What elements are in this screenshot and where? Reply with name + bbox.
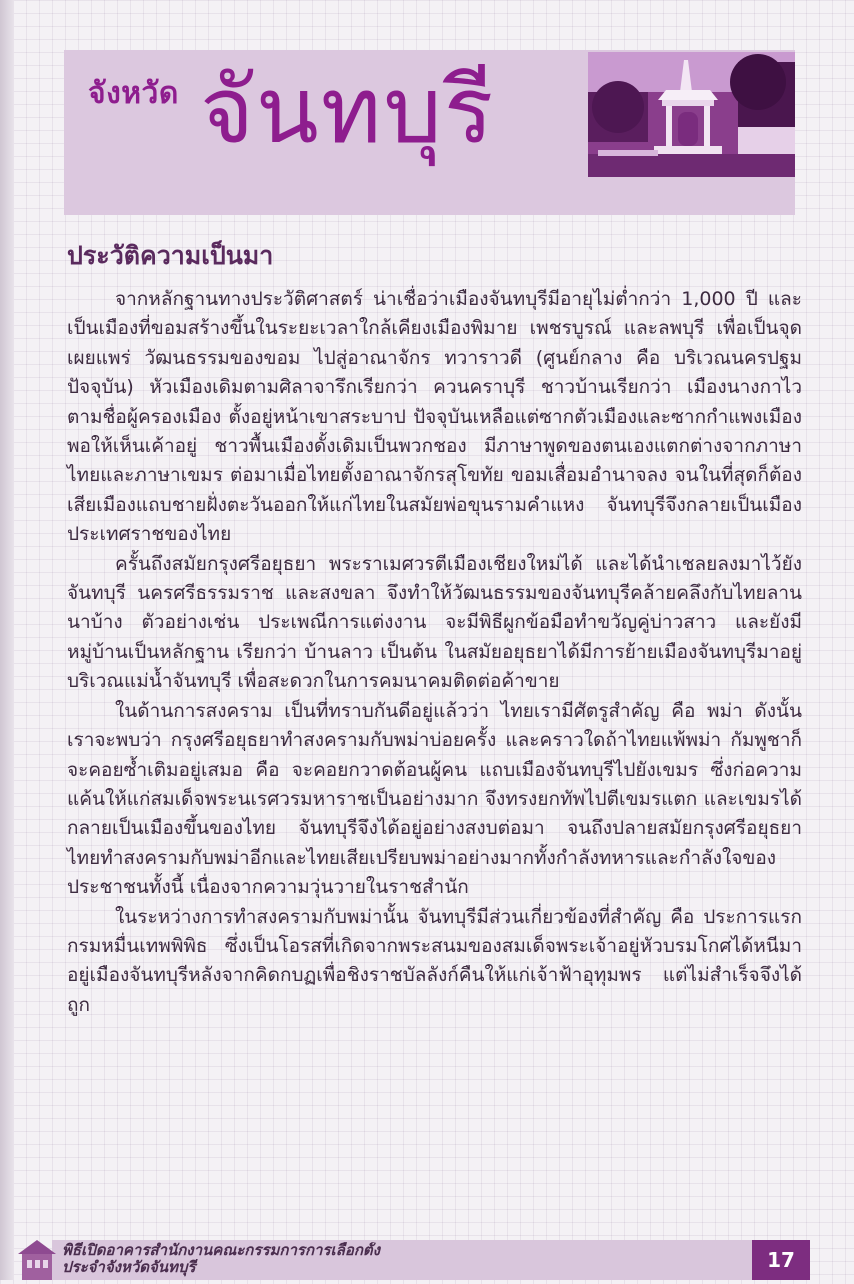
page-footer xyxy=(0,1234,854,1280)
pavilion-photo xyxy=(588,52,795,177)
article-body xyxy=(67,285,802,1020)
paragraph: จากหลักฐานทางประวัติศาสตร์ น่าเชื่อว่าเมืองจันทบุรีมีอายุไม่ต่ำกว่า 1,000 ปี และเป็นเมืองที่ขอมสร้างขึ้นในระยะเวลาใกล้เคียงเมืองพิมาย เพชรบูรณ์ และลพบุรี เพื่อเป็นจุดเผยแพร่ วัฒนธรรมของขอม ไปสู่อาณาจักร ทวาราวดี (ศูนย์กลาง คือ บริเวณนครปฐมปัจจุบัน) หัวเมืองเดิมตามศิลาจารึกเรียกว่า ควนคราบุรี ชาวบ้านเรียกว่า เมืองนางกาไว ตามชื่อผู้ครองเมือง ตั้งอยู่หน้าเขาสระบาป ปัจจุบันเหลือแต่ซากตัวเมืองและซากกำแพงเมืองพอให้เห็นเค้าอยู่ ชาวพื้นเมืองดั้งเดิมเป็นพวกชอง มีภาษาพูดของตนเองแตกต่างจากภาษาไทยและภาษาเขมร ต่อมาเมื่อไทยตั้งอาณาจักรสุโขทัย ขอมเสื่อมอำนาจลง จนในที่สุดก็ต้องเสียเมืองแถบชายฝั่งตะวันออกให้แก่ไทยในสมัยพ่อขุนรามคำแหง จันทบุรีจึงกลายเป็นเมืองประเทศราชของไทย xyxy=(67,288,802,546)
page-binding-edge xyxy=(0,0,14,1280)
province-prefix: จังหวัด xyxy=(88,76,179,111)
page-number: 17 xyxy=(752,1240,810,1280)
paragraph: ในด้านการสงคราม เป็นที่ทราบกันดีอยู่แล้วว่า ไทยเรามีศัตรูสำคัญ คือ พม่า ดังนั้น เราจะพบว่า กรุงศรีอยุธยาทำสงครามกับพม่าบ่อยครั้ง และคราวใดถ้าไทยแพ้พม่า กัมพูชาก็จะคอยซ้ำเติมอยู่เสมอ คือ จะคอยกวาดต้อนผู้คน แถบเมืองจันทบุรีไปยังเขมร ซึ่งก่อความแค้นให้แก่สมเด็จพระนเรศวรมหาราชเป็นอย่างมาก จึงทรงยกทัพไปตีเขมรแตก และเขมรได้กลายเป็นเมืองขึ้นของไทย จันทบุรีจึงได้อยู่อย่างสงบต่อมา จนถึงปลายสมัยกรุงศรีอยุธยา ไทยทำสงครามกับพม่าอีกและไทยเสียเปรียบพม่าอย่างมากทั้งกำลังทหารและกำลังใจของประชาชนทั้งนี้ เนื่องจากความวุ่นวายในราชสำนัก xyxy=(67,699,802,899)
section-title: ประวัติความเป็นมา xyxy=(67,241,274,270)
footer-caption: พิธีเปิดอาคารสำนักงานคณะกรรมการการเลือกตั้ง ประจำจังหวัดจันทบุรี xyxy=(62,1242,380,1276)
building-icon xyxy=(14,1236,60,1280)
paragraph: ในระหว่างการทำสงครามกับพม่านั้น จันทบุรีมีส่วนเกี่ยวข้องที่สำคัญ คือ ประการแรก กรมหมื่นเทพพิพิธ ซึ่งเป็นโอรสที่เกิดจากพระสนมของสมเด็จพระเจ้าอยู่หัวบรมโกศได้หนีมาอยู่เมืองจันทบุรีหลังจากคิดกบฏเพื่อชิงราชบัลลังก์คืนให้แก่เจ้าฟ้าอุทุมพร แต่ไม่สำเร็จจึงได้ถูก xyxy=(67,905,802,1016)
province-name: จันทบุรี xyxy=(200,57,496,164)
paragraph: ครั้นถึงสมัยกรุงศรีอยุธยา พระราเมศวรตีเมืองเชียงใหม่ได้ และได้นำเชลยลงมาไว้ยังจันทบุรี นครศรีธรรมราช และสงขลา จึงทำให้วัฒนธรรมของจันทบุรีคล้ายคลึงกับไทยลานนาบ้าง ตัวอย่างเช่น ประเพณีการแต่งงาน จะมีพิธีผูกข้อมือทำขวัญคู่บ่าวสาว และยังมีหมู่บ้านเป็นหลักฐาน เรียกว่า บ้านลาว เป็นต้น ในสมัยอยุธยาได้มีการย้ายเมืองจันทบุรีมาอยู่บริเวณแม่น้ำจันทบุรี เพื่อสะดวกในการคมนาคมติดต่อค้าขาย xyxy=(67,552,802,693)
